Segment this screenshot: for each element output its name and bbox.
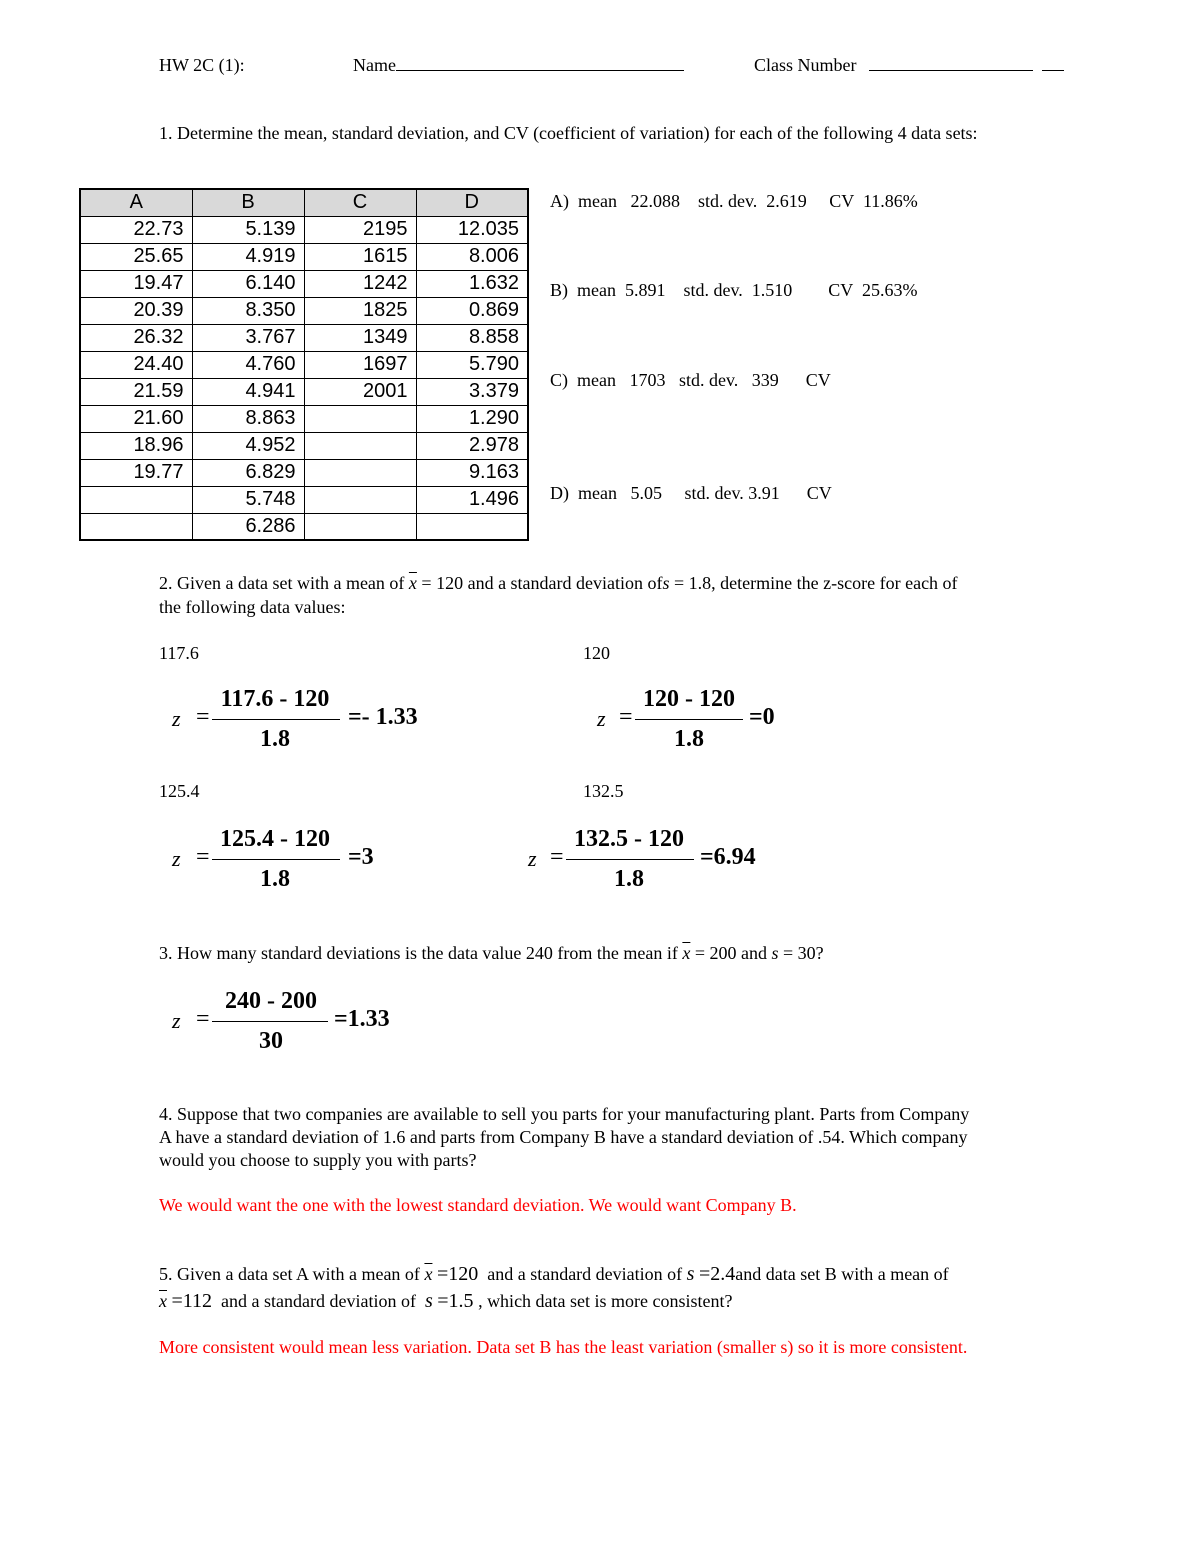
table-row (80, 486, 528, 513)
table-row (80, 405, 528, 432)
q2-prompt-line2: the following data values: (159, 597, 346, 617)
q5-value: =120 (436, 1263, 479, 1285)
answer-c: C) mean 1703 std. dev. 339 CV (550, 370, 831, 390)
table-row (80, 378, 528, 405)
z-symbol: z (528, 846, 537, 871)
column-header: C (304, 189, 416, 216)
q1-prompt: 1. Determine the mean, standard deviation, and CV (coefficient of variation) for each of the following 4 data sets: (159, 123, 978, 143)
result: =1.33 (334, 1006, 390, 1032)
table-cell (416, 513, 528, 540)
table-cell (304, 432, 416, 459)
q2-prompt (159, 572, 958, 594)
z-score-formula (597, 686, 877, 766)
answer-a: A) mean 22.088 std. dev. 2.619 CV 11.86% (550, 191, 918, 211)
z-score-formula (172, 988, 452, 1068)
table-row (80, 513, 528, 540)
table-cell (304, 459, 416, 486)
table-row (80, 459, 528, 486)
z-symbol: z (172, 1008, 181, 1033)
z-score-formula (172, 826, 452, 906)
s-symbol: s (686, 1263, 695, 1285)
q4-answer: We would want the one with the lowest standard deviation. We would want Company B. (159, 1195, 797, 1215)
table-cell: 8.858 (416, 324, 528, 351)
table-row (80, 297, 528, 324)
table-cell (304, 486, 416, 513)
denominator: 1.8 (260, 726, 290, 752)
table-cell (80, 486, 192, 513)
table-cell: 20.39 (80, 297, 192, 324)
table-cell: 4.919 (192, 243, 304, 270)
numerator: 117.6 - 120 (220, 686, 330, 712)
table-cell: 4.952 (192, 432, 304, 459)
x-bar-symbol: $\overline{x}$ (159, 1291, 167, 1311)
numerator: 120 - 120 (643, 686, 735, 712)
q3-prompt-part3: = 30? (783, 943, 824, 963)
table-cell: 1.496 (416, 486, 528, 513)
table-cell: 3.379 (416, 378, 528, 405)
table-cell: 5.748 (192, 486, 304, 513)
fraction-bar (566, 859, 694, 860)
equals-sign: = (196, 1006, 210, 1032)
q3-prompt-part1: 3. How many standard deviations is the data value 240 from the mean if (159, 943, 678, 963)
x-bar-symbol: $\overline{x}$ (682, 943, 691, 963)
table-row (80, 351, 528, 378)
s-symbol: s (771, 943, 779, 963)
column-header: D (416, 189, 528, 216)
table-cell (304, 513, 416, 540)
fraction-bar (212, 1021, 328, 1022)
table-cell (304, 405, 416, 432)
z-symbol: z (597, 706, 606, 731)
table-cell: 21.60 (80, 405, 192, 432)
table-cell: 9.163 (416, 459, 528, 486)
name-blank-line[interactable] (396, 56, 684, 71)
q5-part: and a standard deviation of (487, 1264, 683, 1284)
q2-prompt-part3: = 1.8, determine the z-score for each of (674, 573, 958, 593)
class-number-blank-line-2[interactable] (1042, 56, 1064, 71)
denominator: 1.8 (614, 866, 644, 892)
table-row (80, 216, 528, 243)
answer-b: B) mean 5.891 std. dev. 1.510 CV 25.63% (550, 280, 918, 300)
table-cell: 6.829 (192, 459, 304, 486)
table-cell: 1825 (304, 297, 416, 324)
q2-prompt-part2: = 120 and a standard deviation of (421, 573, 663, 593)
fraction-bar (212, 859, 340, 860)
result: =- 1.33 (348, 704, 418, 730)
q3-prompt (159, 942, 824, 964)
z-score-formula (528, 826, 808, 906)
table-cell: 2001 (304, 378, 416, 405)
table-cell: 6.140 (192, 270, 304, 297)
table-cell: 19.77 (80, 459, 192, 486)
table-cell: 25.65 (80, 243, 192, 270)
equals-sign: = (550, 844, 564, 870)
q5-part: and a standard deviation of (221, 1291, 416, 1311)
value-label: 132.5 (583, 781, 624, 801)
result: =3 (348, 844, 374, 870)
x-bar-symbol: $\overline{x}$ (424, 1264, 433, 1284)
column-header: A (80, 189, 192, 216)
q3-prompt-part2: = 200 and (694, 943, 768, 963)
table-body (80, 216, 528, 540)
table-row (80, 243, 528, 270)
table-cell (80, 513, 192, 540)
numerator: 125.4 - 120 (220, 826, 330, 852)
table-cell: 1.290 (416, 405, 528, 432)
value-label: 120 (583, 643, 610, 663)
table-cell: 2.978 (416, 432, 528, 459)
equals-sign: = (619, 704, 633, 730)
table-cell: 8.863 (192, 405, 304, 432)
table-cell: 5.139 (192, 216, 304, 243)
value-label: 117.6 (159, 643, 199, 663)
table-cell: 1697 (304, 351, 416, 378)
table-cell: 5.790 (416, 351, 528, 378)
table-cell: 0.869 (416, 297, 528, 324)
z-score-formula (172, 686, 452, 766)
value-label: 125.4 (159, 781, 200, 801)
data-sets-table (79, 188, 529, 541)
q5-value: =1.5 (437, 1290, 474, 1312)
class-number-blank-line[interactable] (869, 56, 1033, 71)
q4-line2: A have a standard deviation of 1.6 and parts from Company B have a standard deviation of .54. Which company (159, 1127, 968, 1147)
table-cell: 1242 (304, 270, 416, 297)
fraction-bar (635, 719, 743, 720)
table-row (80, 270, 528, 297)
q5-part: , which data set is more consistent? (478, 1291, 733, 1311)
denominator: 1.8 (260, 866, 290, 892)
q2-prompt-part1: 2. Given a data set with a mean of (159, 573, 405, 593)
name-field[interactable] (353, 54, 684, 76)
table-row (80, 432, 528, 459)
table-cell: 4.941 (192, 378, 304, 405)
fraction-bar (212, 719, 340, 720)
table-cell: 8.350 (192, 297, 304, 324)
equals-sign: = (196, 704, 210, 730)
q5-line1 (159, 1263, 949, 1285)
class-number-field[interactable] (754, 54, 1064, 76)
table-cell: 6.286 (192, 513, 304, 540)
x-bar-symbol: $\overline{x}$ (408, 573, 417, 593)
q5-answer: More consistent would mean less variation. Data set B has the least variation (smaller s) so it is more consistent. (159, 1337, 968, 1357)
table-header-row (80, 189, 528, 216)
numerator: 240 - 200 (225, 988, 317, 1014)
s-symbol: s (424, 1290, 433, 1312)
table-cell: 1349 (304, 324, 416, 351)
table-cell: 24.40 (80, 351, 192, 378)
z-symbol: z (172, 846, 181, 871)
class-number-label: Class Number (754, 55, 857, 75)
table-cell: 4.760 (192, 351, 304, 378)
q5-value: =112 (171, 1290, 213, 1312)
table-cell: 19.47 (80, 270, 192, 297)
name-label: Name (353, 55, 396, 75)
table-cell: 21.59 (80, 378, 192, 405)
s-symbol: s (662, 573, 670, 593)
denominator: 30 (259, 1028, 283, 1054)
table-cell: 8.006 (416, 243, 528, 270)
column-header: B (192, 189, 304, 216)
table-cell: 22.73 (80, 216, 192, 243)
q4-line3: would you choose to supply you with parts? (159, 1150, 477, 1170)
table-cell: 18.96 (80, 432, 192, 459)
z-symbol: z (172, 706, 181, 731)
result: =0 (749, 704, 775, 730)
table-cell: 2195 (304, 216, 416, 243)
table-cell: 12.035 (416, 216, 528, 243)
q5-part: and data set B with a mean of (735, 1264, 949, 1284)
table-cell: 1615 (304, 243, 416, 270)
hw-title: HW 2C (1): (159, 55, 245, 75)
table-cell: 3.767 (192, 324, 304, 351)
q5-line2 (159, 1290, 733, 1312)
table-cell: 1.632 (416, 270, 528, 297)
denominator: 1.8 (674, 726, 704, 752)
equals-sign: = (196, 844, 210, 870)
q4-line1: 4. Suppose that two companies are available to sell you parts for your manufacturing plant. Parts from Company (159, 1104, 970, 1124)
answer-d: D) mean 5.05 std. dev. 3.91 CV (550, 483, 832, 503)
q5-part: 5. Given a data set A with a mean of (159, 1264, 420, 1284)
table-row (80, 324, 528, 351)
result: =6.94 (700, 844, 756, 870)
q5-value: =2.4 (698, 1263, 736, 1285)
table-cell: 26.32 (80, 324, 192, 351)
numerator: 132.5 - 120 (574, 826, 684, 852)
